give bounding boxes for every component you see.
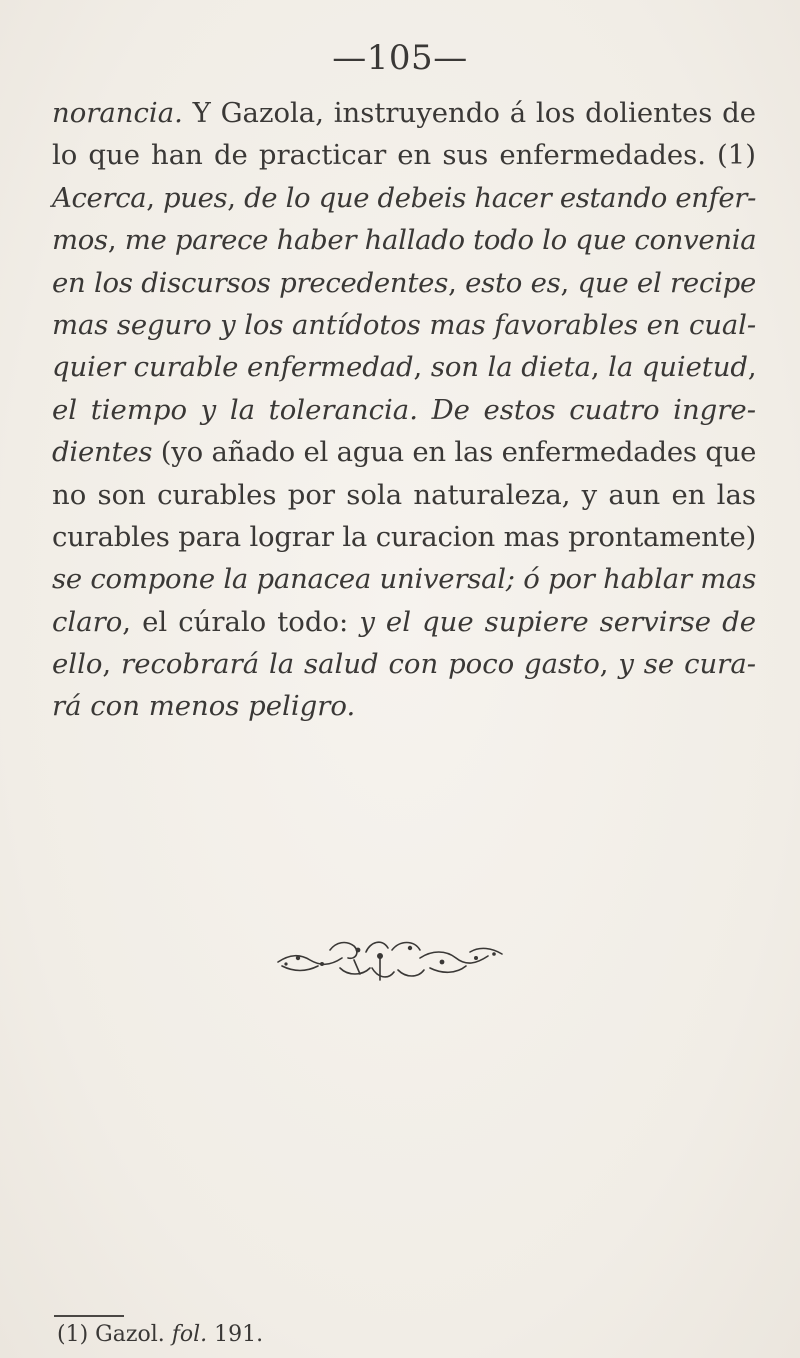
text-line: [52, 431, 756, 473]
text-line: [52, 262, 756, 304]
text-line: [52, 346, 756, 388]
italic-text: recobrará la salud con poco gasto: [121, 648, 600, 681]
footnote: [57, 1321, 263, 1349]
roman-text: Y Gazola, instruyendo á los dolientes de: [182, 97, 756, 129]
text-line: [52, 601, 756, 643]
italic-text: la quietud: [608, 351, 748, 384]
italic-text: claro: [52, 605, 123, 638]
footnote-folio-label: fol.: [171, 1322, 208, 1347]
roman-text: curables para lograr la curacion mas prontamente): [52, 520, 756, 553]
italic-text: se compone la panacea universal; ó por hablar mas: [52, 563, 757, 596]
text-line: [52, 474, 756, 516]
roman-text: (yo añado el agua en las enfermedades que: [152, 436, 757, 469]
roman-text: ,: [560, 266, 578, 299]
footnote-marker: (1): [57, 1322, 89, 1347]
roman-text: [418, 394, 432, 426]
italic-text: mas seguro y los antídotos mas favorables en cual-: [52, 308, 756, 341]
roman-text: ,: [747, 351, 757, 384]
italic-text: rá con menos peligro.: [52, 690, 356, 723]
text-line: [52, 558, 756, 600]
italic-text: norancia.: [52, 97, 183, 129]
italic-text: ello: [52, 648, 103, 681]
italic-text: dientes: [52, 436, 153, 469]
roman-text: ,: [599, 648, 619, 681]
footnote-author: Gazol.: [95, 1322, 165, 1347]
roman-text: ,: [102, 648, 122, 681]
italic-text: De estos cuatro ingre-: [431, 393, 756, 426]
italic-text: pues: [163, 181, 228, 214]
roman-text: ,: [227, 181, 245, 214]
roman-text: no son curables por sola naturaleza, y aun en las: [52, 478, 756, 511]
text-line: [52, 389, 756, 431]
footnote-folio-number: 191.: [214, 1322, 264, 1347]
footnote-rule: [54, 1315, 124, 1317]
text-line: [52, 643, 756, 685]
italic-text: son la dieta: [430, 351, 591, 384]
italic-text: en los discursos precedentes: [52, 266, 449, 299]
body-paragraph: [52, 92, 756, 728]
text-line: [52, 219, 756, 261]
roman-text: ,: [590, 351, 609, 384]
text-line: [52, 516, 756, 558]
text-line: [52, 685, 756, 727]
roman-text: lo que han de practicar en sus enfermedades. (1): [52, 139, 756, 172]
italic-text: de lo que debeis hacer estando enfer-: [244, 181, 756, 214]
roman-text: ,: [413, 351, 431, 384]
italic-text: y el que supiere servirse de: [359, 605, 756, 638]
text-line: [52, 177, 756, 219]
fleuron-ornament-icon: [270, 928, 510, 988]
italic-text: y se cura-: [618, 648, 757, 681]
italic-text: que el recipe: [577, 266, 757, 299]
text-line: [52, 304, 756, 346]
text-line: [52, 134, 756, 176]
italic-text: esto es: [465, 266, 561, 299]
italic-text: me parece haber hallado todo lo que convenia: [124, 224, 757, 257]
page-number: —105—: [332, 38, 468, 78]
italic-text: el tiempo y la tolerancia.: [52, 393, 418, 426]
text-line: [52, 92, 756, 134]
italic-text: quier curable enfermedad: [52, 351, 414, 384]
roman-text: ,: [448, 266, 466, 299]
roman-text: ,: [107, 224, 125, 257]
roman-text: ,: [146, 181, 164, 214]
roman-text: , el cúralo todo:: [122, 605, 360, 638]
italic-text: Acerca: [52, 181, 147, 214]
italic-text: mos: [52, 224, 108, 257]
